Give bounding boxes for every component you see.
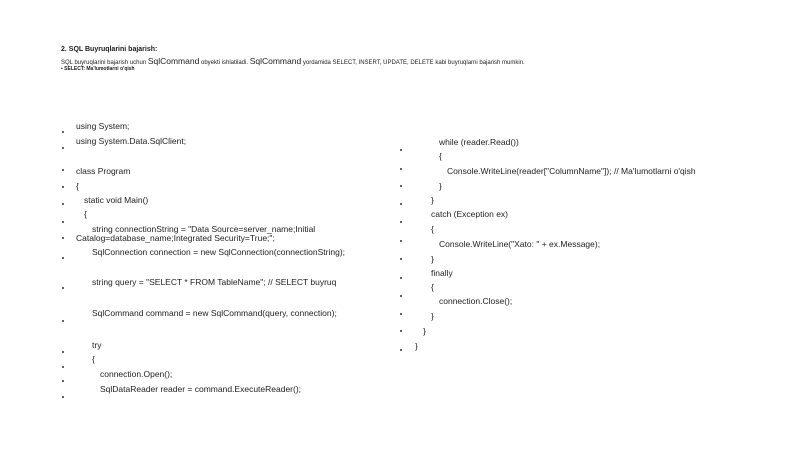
bullet	[62, 169, 64, 171]
bullet	[62, 237, 64, 239]
section-heading: 2. SQL Buyruqlarini bajarish:	[61, 46, 158, 53]
bullet	[400, 240, 402, 242]
bullet	[400, 149, 402, 151]
code-line: while (reader.Read())	[439, 137, 519, 147]
code-line: Console.WriteLine("Xato: " + ex.Message);	[439, 239, 601, 249]
code-line: SqlConnection connection = new SqlConnection(connectionString);	[92, 247, 346, 257]
code-line: string query = "SELECT * FROM TableName"; // SELECT buyruq	[92, 277, 337, 287]
bullet	[400, 185, 402, 187]
bullet	[62, 186, 64, 188]
code-line: static void Main()	[84, 195, 149, 205]
bullet	[62, 147, 64, 149]
code-line: }	[431, 195, 434, 205]
code-line: SqlDataReader reader = command.ExecuteReader();	[100, 384, 302, 394]
code-line: {	[431, 224, 434, 234]
code-line: }	[431, 311, 434, 321]
code-line: try	[92, 340, 102, 350]
desc-text-2: obyekti ishlatiladi.	[199, 60, 250, 66]
code-line: {	[431, 282, 434, 292]
bullet	[400, 203, 402, 205]
code-line: using System;	[76, 121, 130, 131]
code-line: connection.Close();	[439, 296, 513, 306]
desc-text-3: yordamida SELECT, INSERT, UPDATE, DELETE kabi buyruqlarni bajarish mumkin.	[301, 60, 525, 66]
code-line: class Program	[76, 166, 131, 176]
code-line: catch (Exception ex)	[431, 209, 509, 219]
sub-bullet-label: SELECT: Ma'lumotlarni o'qish	[64, 66, 135, 72]
bullet	[62, 203, 64, 205]
bullet	[400, 313, 402, 315]
code-line: {	[92, 354, 95, 364]
bullet	[400, 258, 402, 260]
desc-cmd-1: SqlCommand	[147, 56, 200, 66]
bullet	[400, 295, 402, 297]
section-description	[61, 56, 525, 66]
bullet	[62, 131, 64, 133]
code-line: }	[439, 181, 442, 191]
code-line: string connectionString = "Data Source=server_name;Initial	[92, 224, 316, 234]
bullet	[62, 287, 64, 289]
bullet	[400, 330, 402, 332]
bullet	[400, 277, 402, 279]
code-line: using System.Data.SqlClient;	[76, 136, 187, 146]
sub-bullet-select: ▪ SELECT: Ma'lumotlarni o'qish	[61, 66, 135, 72]
bullet	[62, 366, 64, 368]
bullet	[62, 380, 64, 382]
bullet	[400, 168, 402, 170]
code-line: Catalog=database_name;Integrated Security=True;";	[76, 233, 275, 243]
bullet	[62, 221, 64, 223]
code-line: {	[439, 151, 442, 161]
code-line: connection.Open();	[100, 369, 173, 379]
bullet	[62, 351, 64, 353]
bullet	[400, 349, 402, 351]
code-line: {	[76, 181, 79, 191]
bullet	[62, 396, 64, 398]
code-line: }	[423, 326, 426, 336]
desc-text-1: SQL buyruqlarini bajarish uchun	[61, 60, 148, 66]
code-line: Console.WriteLine(reader["ColumnName"]); // Ma'lumotlarni o'qish	[447, 166, 696, 176]
bullet	[400, 221, 402, 223]
code-line: }	[431, 254, 434, 264]
bullet	[62, 320, 64, 322]
code-line: SqlCommand command = new SqlCommand(query, connection);	[92, 308, 337, 318]
code-line: }	[415, 341, 418, 351]
code-line: {	[84, 209, 87, 219]
desc-cmd-2: SqlCommand	[249, 56, 302, 66]
bullet	[62, 257, 64, 259]
code-line: finally	[431, 268, 453, 278]
